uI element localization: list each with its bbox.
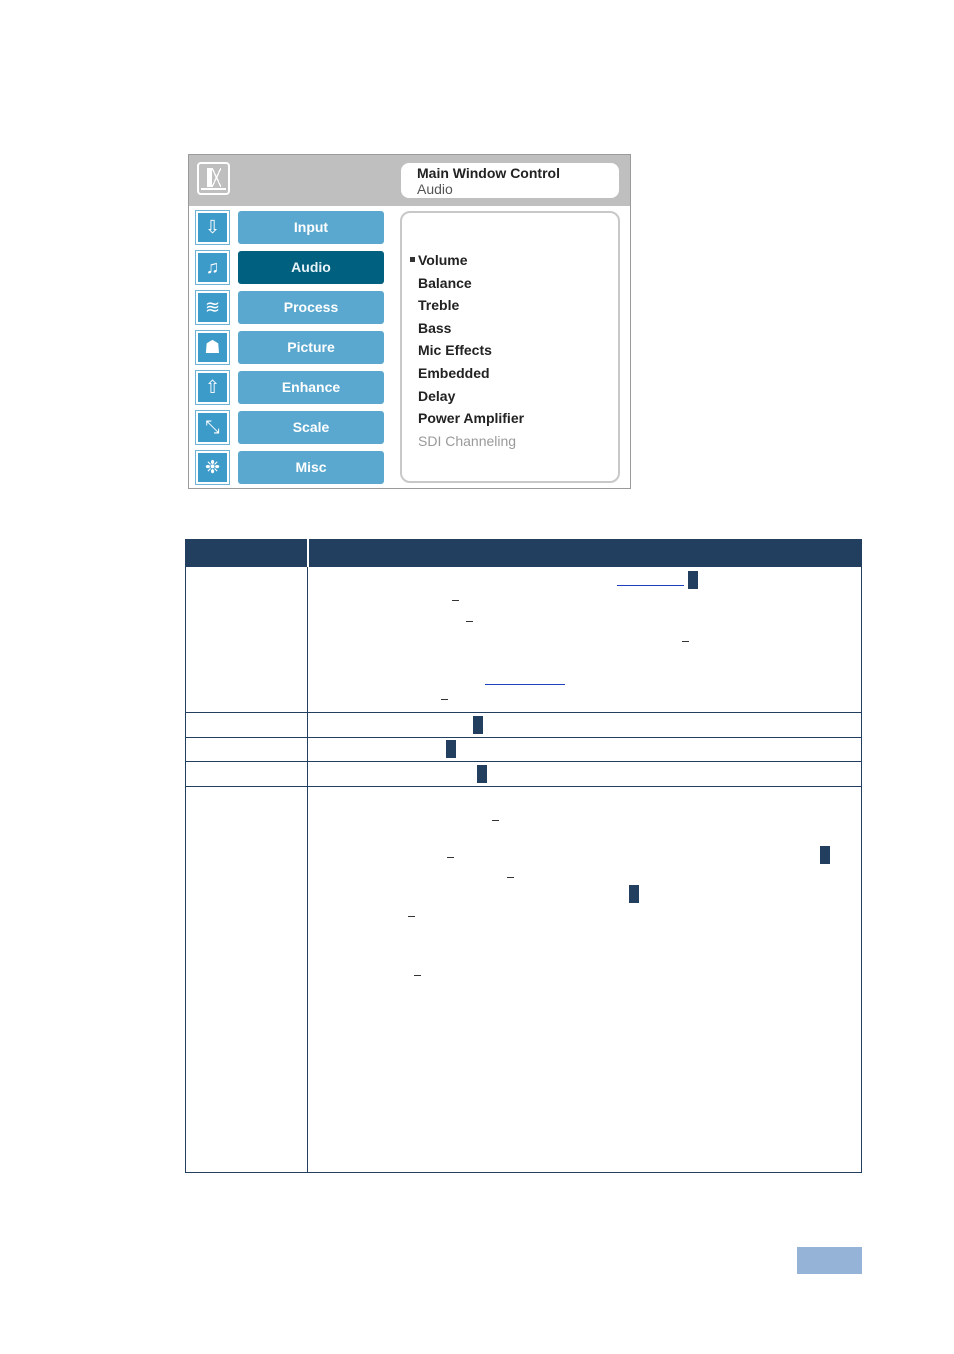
menu-item-treble[interactable]: Treble — [418, 297, 460, 314]
menu-item-volume[interactable]: Volume — [402, 249, 618, 272]
table-row — [185, 567, 862, 712]
osd-title-box — [401, 163, 619, 198]
nav-button-scale[interactable]: Scale — [238, 411, 384, 444]
table-row — [185, 761, 862, 786]
kramer-logo-icon — [197, 162, 230, 195]
menu-item-power-amplifier[interactable]: Power Amplifier — [418, 410, 525, 427]
osd-header — [189, 155, 630, 206]
osd-subtitle: Audio — [417, 181, 453, 197]
redacted-mark — [820, 846, 830, 864]
selected-bullet-icon — [410, 257, 415, 262]
menu-item-sdi-channeling: SDI Channeling — [418, 432, 517, 449]
nav-item-input[interactable] — [196, 211, 386, 244]
menu-item-embedded[interactable]: Embedded — [418, 364, 490, 381]
nav-button-misc[interactable]: Misc — [238, 451, 384, 484]
music-note-icon[interactable]: ♫ — [196, 251, 229, 284]
cross-ref-link[interactable] — [617, 585, 684, 586]
nav-item-enhance[interactable] — [196, 371, 386, 404]
cross-ref-link[interactable] — [485, 684, 565, 685]
nav-button-enhance[interactable]: Enhance — [238, 371, 384, 404]
table-row — [185, 737, 862, 761]
process-icon[interactable]: ≋ — [196, 291, 229, 324]
osd-title: Main Window Control — [417, 165, 560, 181]
redacted-mark — [477, 765, 487, 783]
menu-item-delay[interactable]: Delay — [418, 387, 456, 404]
table-header — [185, 539, 862, 567]
scale-icon[interactable]: ⤡ — [196, 411, 229, 444]
enhance-icon[interactable]: ⇧ — [196, 371, 229, 404]
menu-item-bass[interactable]: Bass — [418, 319, 452, 336]
osd-main-window — [188, 154, 631, 489]
nav-item-misc[interactable] — [196, 451, 386, 484]
table-row — [185, 786, 862, 1172]
audio-menu-panel — [400, 211, 620, 483]
misc-icon[interactable]: ❉ — [196, 451, 229, 484]
nav-item-process[interactable] — [196, 291, 386, 324]
nav-button-process[interactable]: Process — [238, 291, 384, 324]
redacted-mark — [629, 885, 639, 903]
audio-settings-table — [185, 539, 862, 1173]
redacted-mark — [473, 716, 483, 734]
nav-button-audio[interactable]: Audio — [238, 251, 384, 284]
nav-item-picture[interactable] — [196, 331, 386, 364]
osd-sidebar — [189, 207, 389, 488]
menu-item-mic-effects[interactable]: Mic Effects — [418, 342, 492, 359]
input-icon[interactable]: ⇩ — [196, 211, 229, 244]
table-row — [185, 712, 862, 737]
picture-icon[interactable]: ☗ — [196, 331, 229, 364]
nav-item-scale[interactable] — [196, 411, 386, 444]
page-number-badge — [797, 1247, 862, 1274]
nav-item-audio[interactable] — [196, 251, 386, 284]
nav-button-input[interactable]: Input — [238, 211, 384, 244]
menu-item-balance[interactable]: Balance — [418, 274, 472, 291]
redacted-mark — [688, 571, 698, 589]
redacted-mark — [446, 740, 456, 758]
nav-button-picture[interactable]: Picture — [238, 331, 384, 364]
audio-menu-list — [402, 249, 618, 452]
